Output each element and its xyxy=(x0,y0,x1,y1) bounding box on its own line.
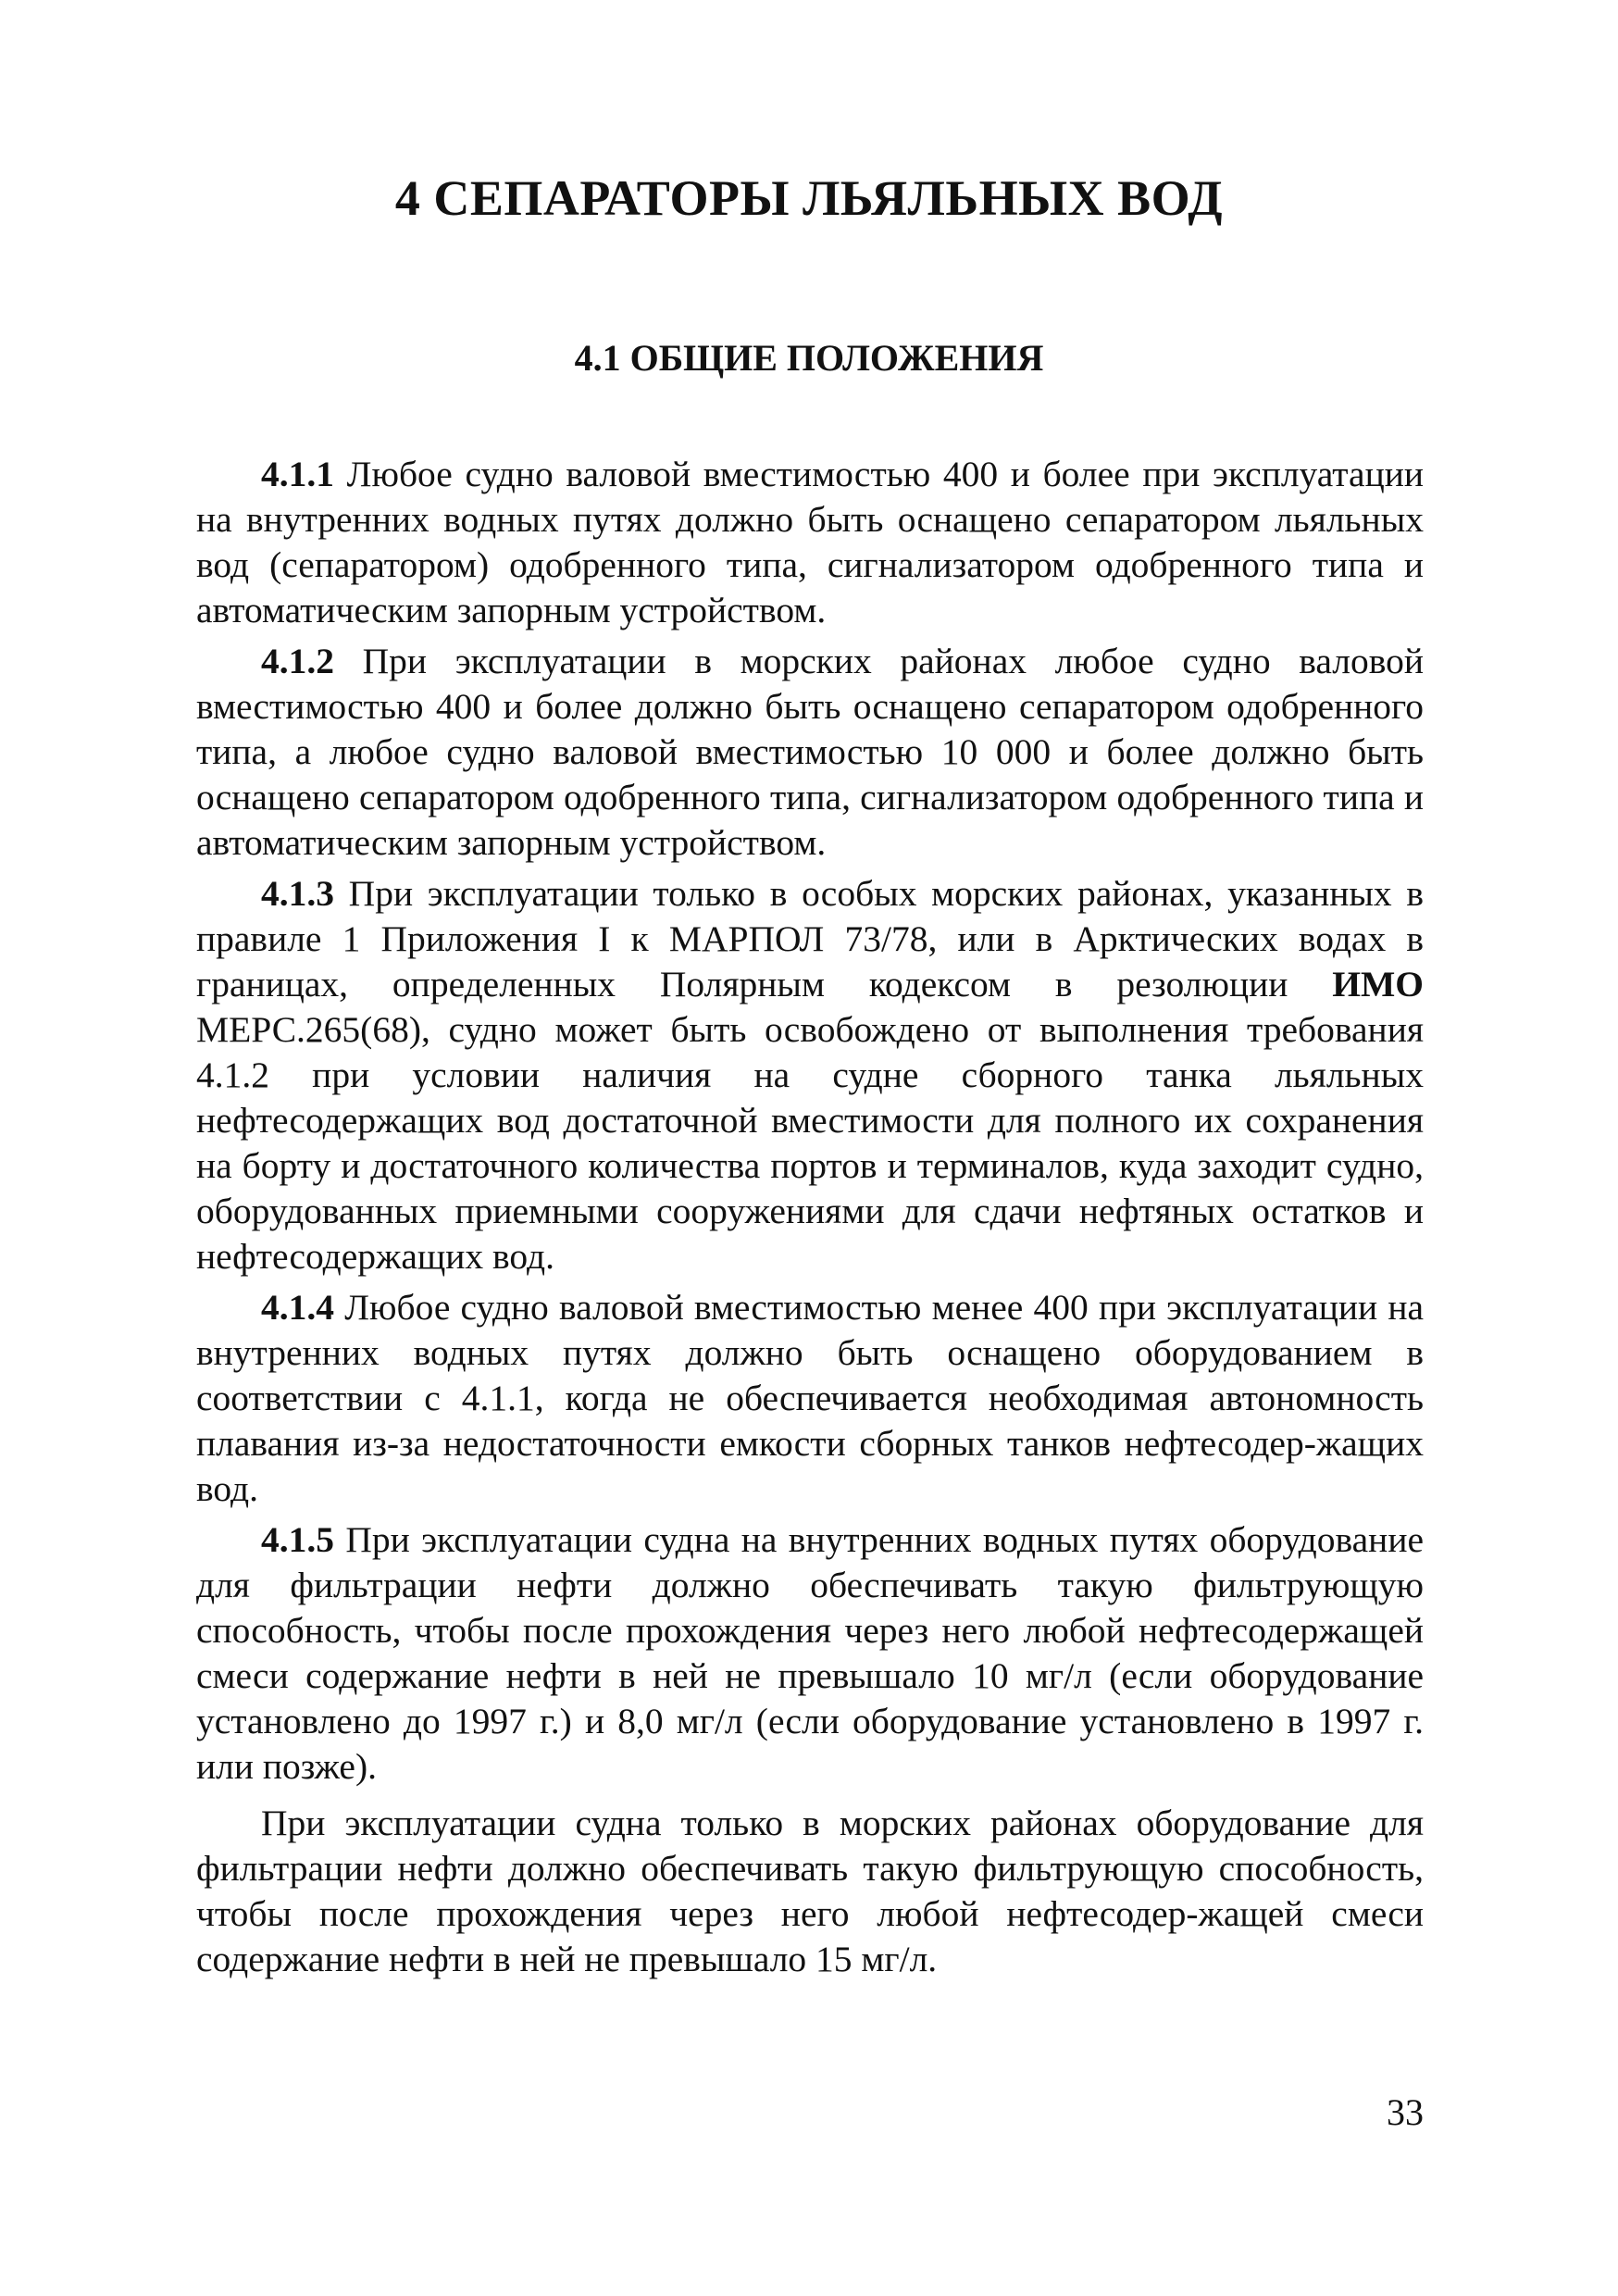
section-title: 4.1 ОБЩИЕ ПОЛОЖЕНИЯ xyxy=(574,337,1044,379)
paragraph-continuation xyxy=(196,1801,1424,1982)
paragraph-number: 4.1.2 xyxy=(261,641,334,681)
paragraph-4-1-4 xyxy=(196,1285,1424,1512)
paragraph-number: 4.1.1 xyxy=(261,454,334,494)
paragraph-number: 4.1.3 xyxy=(261,873,334,914)
paragraph-text: При эксплуатации судна на внутренних водных путях оборудование для фильтрации нефти должно обеспечивать такую фильтрующую способность, чтобы после прохождения через него любой нефтесодержащей смеси содержание нефти в ней не превышало 10 мг/л (если оборудование установлено до 1997 г.) и 8,0 мг/л (если оборудование установлено в 1997 г. или позже). xyxy=(196,1519,1424,1787)
paragraph-4-1-2 xyxy=(196,639,1424,866)
paragraph-text: Любое судно валовой вместимостью 400 и более при эксплуатации на внутренних водных путях должно быть оснащено сепаратором льяльных вод (сепаратором) одобренного типа, сигнализатором одобренного типа и автоматическим запорным устройством. xyxy=(196,454,1424,630)
chapter-title: 4 СЕПАРАТОРЫ ЛЬЯЛЬНЫХ ВОД xyxy=(394,170,1224,226)
paragraph-text: При эксплуатации судна только в морских районах оборудование для фильтрации нефти должно обеспечивать такую фильтрующую способность, чтобы после прохождения через него любой нефтесодер-жащей смеси содержание нефти в ней не превышало 15 мг/л. xyxy=(196,1803,1424,1979)
page-number: 33 xyxy=(1387,2091,1424,2133)
paragraph-4-1-3 xyxy=(196,871,1424,1279)
paragraph-text: При эксплуатации только в особых морских районах, указанных в правиле 1 Приложения I к МАРПОЛ 73/78, или в Арктических водах в границах, определенных Полярным кодексом в резолюции xyxy=(196,873,1424,1004)
paragraph-number: 4.1.5 xyxy=(261,1519,334,1560)
paragraph-text: При эксплуатации в морских районах любое судно валовой вместимостью 400 и более должно быть оснащено сепаратором одобренного типа, а любое судно валовой вместимостью 10 000 и более должно быть оснащено сепаратором одобренного типа, сигнализатором одобренного типа и автоматическим запорным устройством. xyxy=(196,641,1424,863)
body-text xyxy=(196,452,1424,1982)
paragraph-text: МЕРС.265(68), судно может быть освобождено от выполнения требования 4.1.2 при условии наличия на судне сборного танка льяльных нефтесодержащих вод достаточной вместимости для полного их сохранения на борту и достаточного количества портов и терминалов, куда заходит судно, оборудованных приемными сооружениями для сдачи нефтяных остатков и нефтесодержащих вод. xyxy=(196,1009,1424,1277)
paragraph-number: 4.1.4 xyxy=(261,1287,334,1328)
paragraph-text: Любое судно валовой вместимостью менее 400 при эксплуатации на внутренних водных путях должно быть оснащено оборудованием в соответствии с 4.1.1, когда не обеспечивается необходимая автономность плавания из-за недостаточности емкости сборных танков нефтесодер-жащих вод. xyxy=(196,1287,1424,1509)
paragraph-4-1-5 xyxy=(196,1517,1424,1790)
paragraph-text-bold: ИМО xyxy=(1332,964,1424,1004)
paragraph-4-1-1 xyxy=(196,452,1424,633)
